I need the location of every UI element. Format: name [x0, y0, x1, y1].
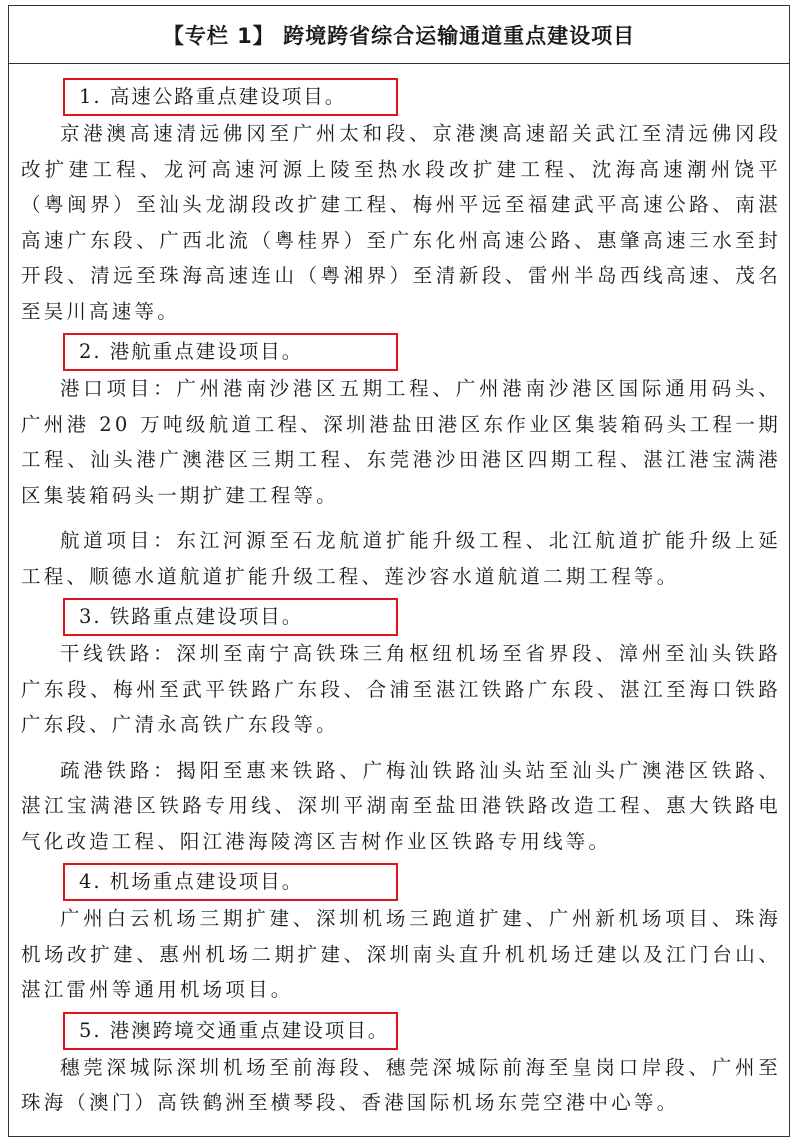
section-heading-hk-macao: [21, 1012, 781, 1050]
column-frame: [8, 5, 790, 1137]
column-title: 【专栏 1】 跨境跨省综合运输通道重点建设项目: [9, 6, 789, 64]
section-heading-port: [21, 333, 781, 371]
section-heading-text: 3. 铁路重点建设项目。: [79, 605, 304, 628]
section-heading-text: 4. 机场重点建设项目。: [79, 870, 304, 893]
paragraph-hk-macao-projects: 穗莞深城际深圳机场至前海段、穗莞深城际前海至皇岗口岸段、广州至珠海（澳门）高铁鹤洲至横琴段、香港国际机场东莞空港中心等。: [21, 1055, 781, 1114]
paragraph-airport-projects: 广州白云机场三期扩建、深圳机场三跑道扩建、广州新机场项目、珠海机场改扩建、惠州机场二期扩建、深圳南头直升机机场迁建以及江门台山、湛江雷州等通用机场项目。: [21, 907, 781, 1001]
section-heading-text: 5. 港澳跨境交通重点建设项目。: [79, 1018, 390, 1042]
paragraph-port-projects: 港口项目：广州港南沙港区五期工程、广州港南沙港区国际通用码头、广州港 20 万吨级航道工程、深圳港盐田港区东作业区集装箱码头工程一期工程、汕头港广澳港区三期工程、东莞港沙田港区四期工程、湛江港宝满港区集装箱码头一期扩建工程等。: [21, 377, 781, 507]
section-heading-airport: [21, 863, 781, 901]
paragraph-highway-projects: 京港澳高速清远佛冈至广州太和段、京港澳高速韶关武江至清远佛冈段改扩建工程、龙河高速河源上陵至热水段改扩建工程、沈海高速潮州饶平（粤闽界）至汕头龙湖段改扩建工程、梅州平远至福建武平高速公路、南湛高速广东段、广西北流（粤桂界）至广东化州高速公路、惠肇高速三水至封开段、清远至珠海高速连山（粤湘界）至清新段、雷州半岛西线高速、茂名至吴川高速等。: [21, 122, 781, 323]
column-content: [21, 78, 781, 1121]
paragraph-trunk-railway: 干线铁路：深圳至南宁高铁珠三角枢纽机场至省界段、漳州至汕头铁路广东段、梅州至武平铁路广东段、合浦至湛江铁路广东段、湛江至海口铁路广东段、广清永高铁广东段等。: [21, 642, 781, 736]
section-heading-highway: [21, 78, 781, 116]
section-heading-text: 2. 港航重点建设项目。: [79, 340, 304, 363]
section-heading-railway: [21, 598, 781, 636]
paragraph-port-railway: 疏港铁路：揭阳至惠来铁路、广梅汕铁路汕头站至汕头广澳港区铁路、湛江宝满港区铁路专用线、深圳平湖南至盐田港铁路改造工程、惠大铁路电气化改造工程、阳江港海陵湾区吉树作业区铁路专用线等。: [21, 758, 781, 853]
section-heading-text: 1. 高速公路重点建设项目。: [79, 85, 347, 108]
paragraph-channel-projects: 航道项目：东江河源至石龙航道扩能升级工程、北江航道扩能升级上延工程、顺德水道航道扩能升级工程、莲沙容水道航道二期工程等。: [21, 529, 781, 588]
